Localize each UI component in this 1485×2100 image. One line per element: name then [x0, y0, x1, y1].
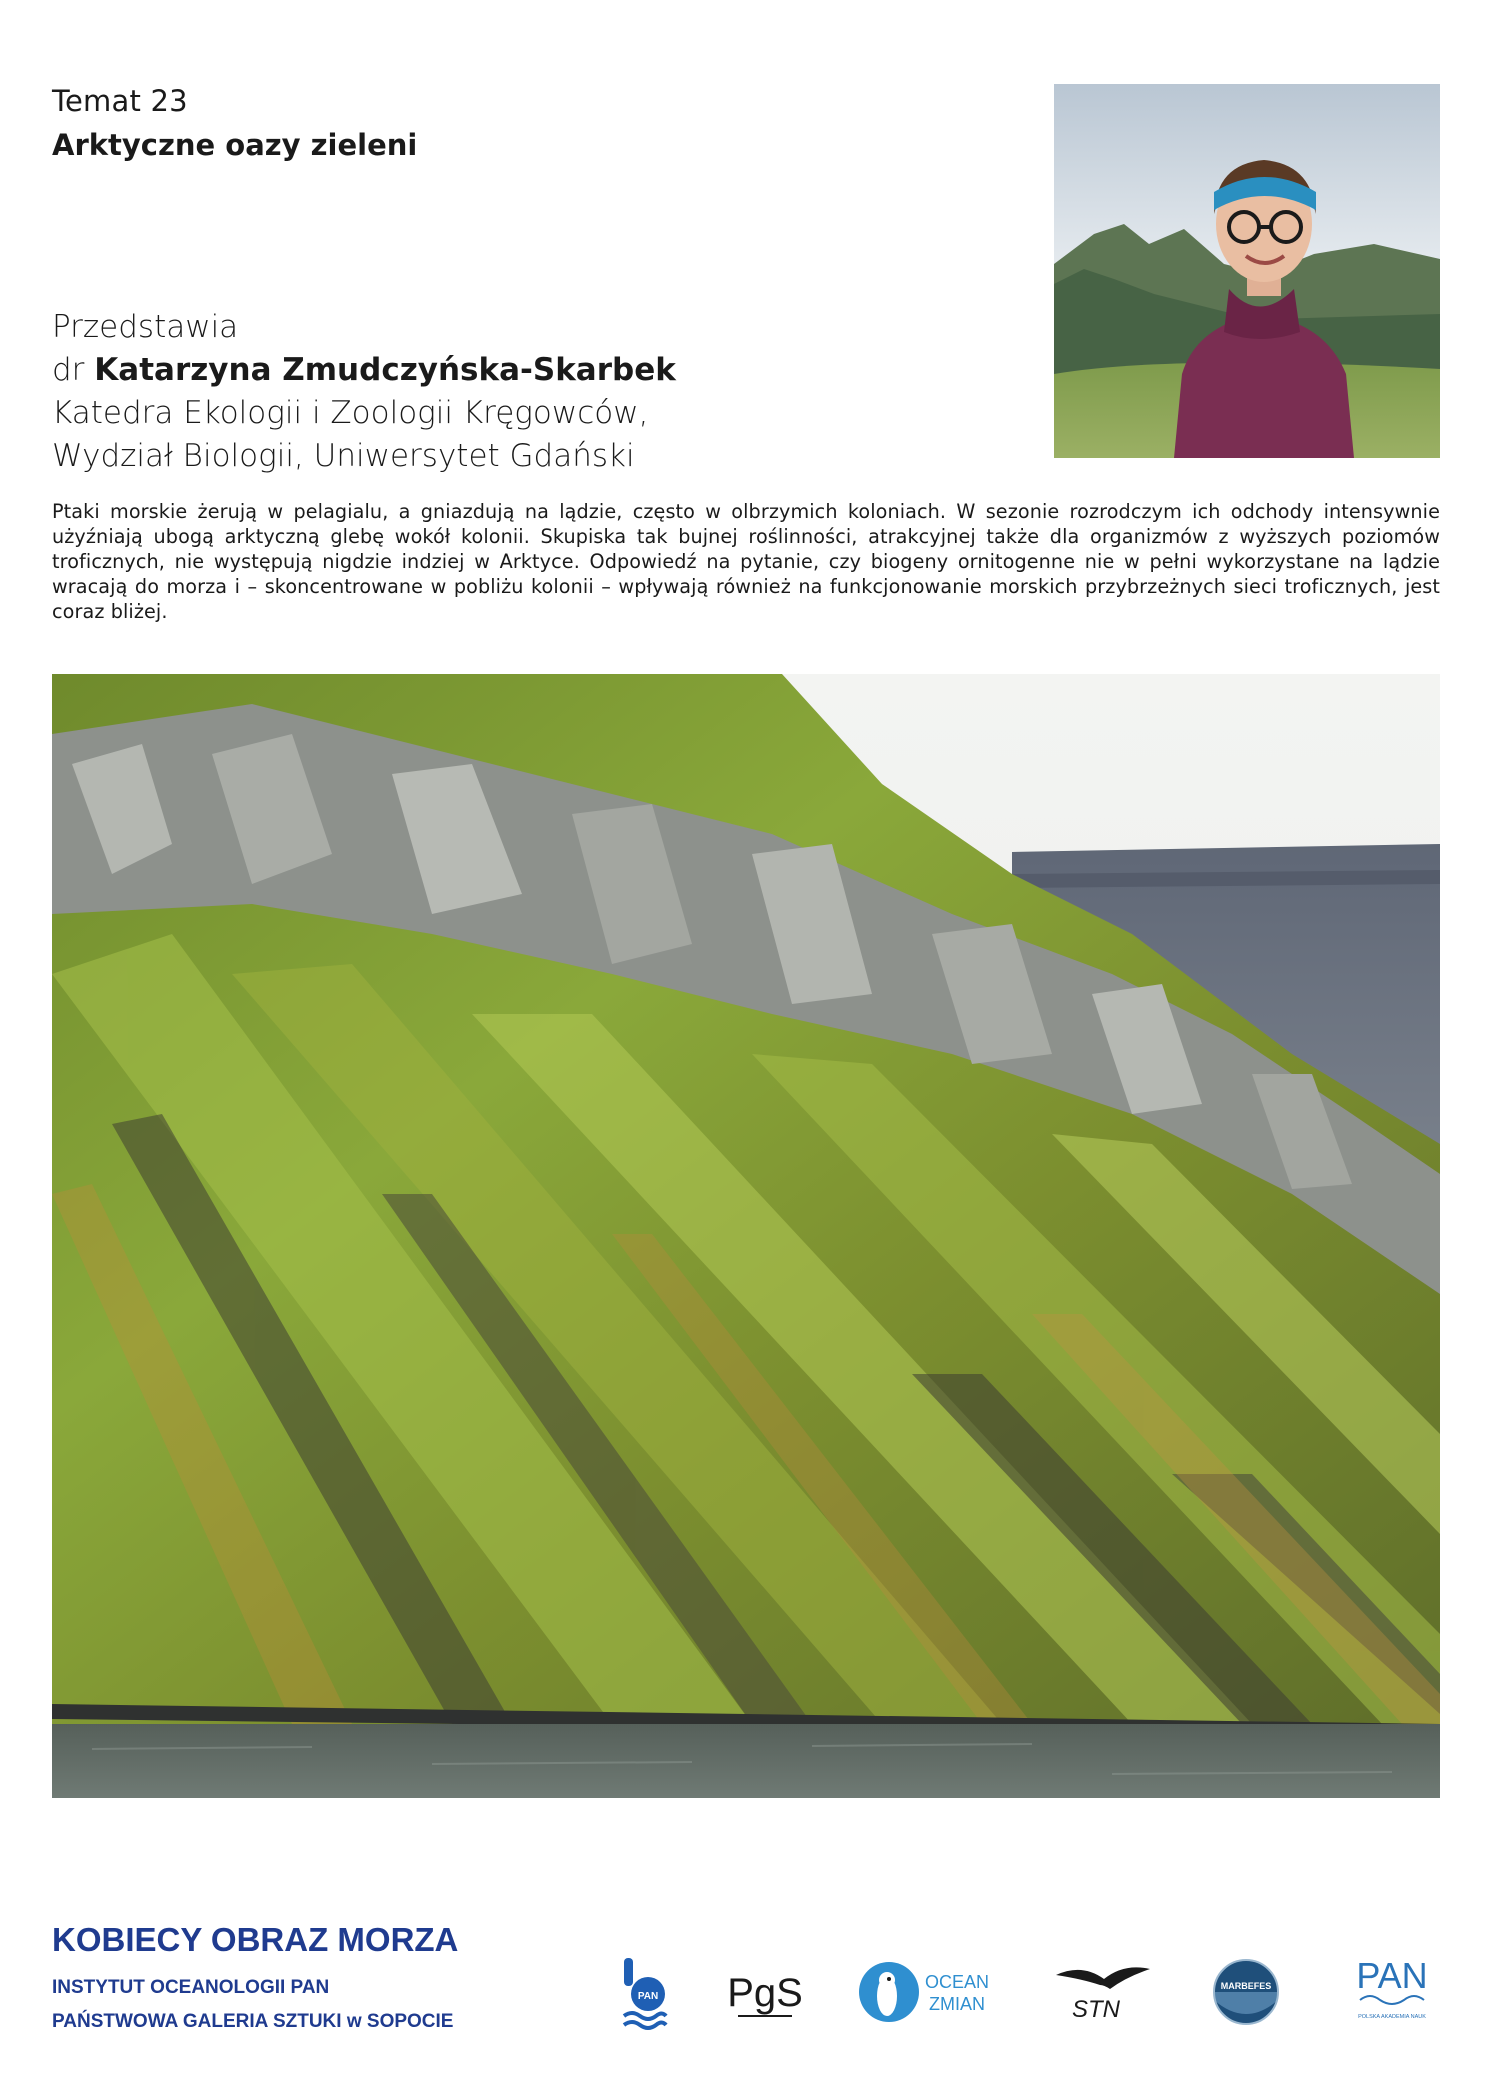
- presenter-photo: [1054, 84, 1440, 458]
- footer-institute: INSTYTUT OCEANOLOGII PAN: [52, 1977, 330, 1998]
- marbefes-logo-text: MARBEFES: [1220, 1981, 1272, 1991]
- topic-number: Temat 23: [52, 84, 188, 118]
- ocean-logo-line1: OCEAN: [924, 1972, 990, 1992]
- presenter-intro: Przedstawia: [52, 309, 239, 345]
- stn-logo-text: STN: [1072, 1996, 1120, 2023]
- presenter-institution: Wydział Biologii, Uniwersytet Gdański: [52, 438, 635, 474]
- arctic-cliff-photo: [52, 674, 1440, 1798]
- iopan-logo-text: PAN: [637, 1991, 659, 2002]
- marbefes-logo: [1212, 1958, 1280, 2026]
- pan-logo-subtext: POLSKA AKADEMIA NAUK: [1358, 2014, 1426, 2020]
- pan-logo: [1346, 1950, 1438, 2028]
- iopan-logo: [622, 1958, 668, 2030]
- presenter-block: [52, 306, 676, 478]
- footer-gallery: PAŃSTWOWA GALERIA SZTUKI w SOPOCIE: [52, 2011, 454, 2032]
- topic-title: Arktyczne oazy zieleni: [52, 128, 418, 162]
- pgs-logo: [727, 1962, 803, 2026]
- abstract-text: Ptaki morskie żerują w pelagialu, a gniazdują na lądzie, często w olbrzymich koloniach. W sezonie rozrodczym ich odchody intensywnie użyźniają ubogą arktyczną glebę wokół kolonii. Skupiska tak bujnej roślinności, atrakcyjnej także dla organizmów z wyższych poziomów troficznych, nie występują nigdzie indziej w Arktyce. Odpowiedź na pytanie, czy biogeny ornitogenne nie w pełni wykorzystane na lądzie wracają do morza i – skoncentrowane w pobliżu kolonii – wpływają również na funkcjonowanie morskich przybrzeżnych sieci troficznych, jest coraz bliżej.: [52, 500, 1440, 623]
- footer-title: KOBIECY OBRAZ MORZA: [52, 1921, 459, 1958]
- ocean-logo-line2: ZMIAN: [929, 1994, 985, 2014]
- presenter-title: dr: [52, 352, 95, 388]
- ocean-zmian-logo: [857, 1960, 997, 2024]
- presenter-name: Katarzyna Zmudczyńska-Skarbek: [94, 352, 676, 388]
- pgs-logo-text: PgS: [727, 1971, 803, 2015]
- stn-logo: [1052, 1955, 1152, 2027]
- presenter-department: Katedra Ekologii i Zoologii Kręgowców,: [52, 395, 649, 431]
- presenter-name-line: [52, 349, 676, 392]
- pan-logo-text: PAN: [1356, 1955, 1428, 1996]
